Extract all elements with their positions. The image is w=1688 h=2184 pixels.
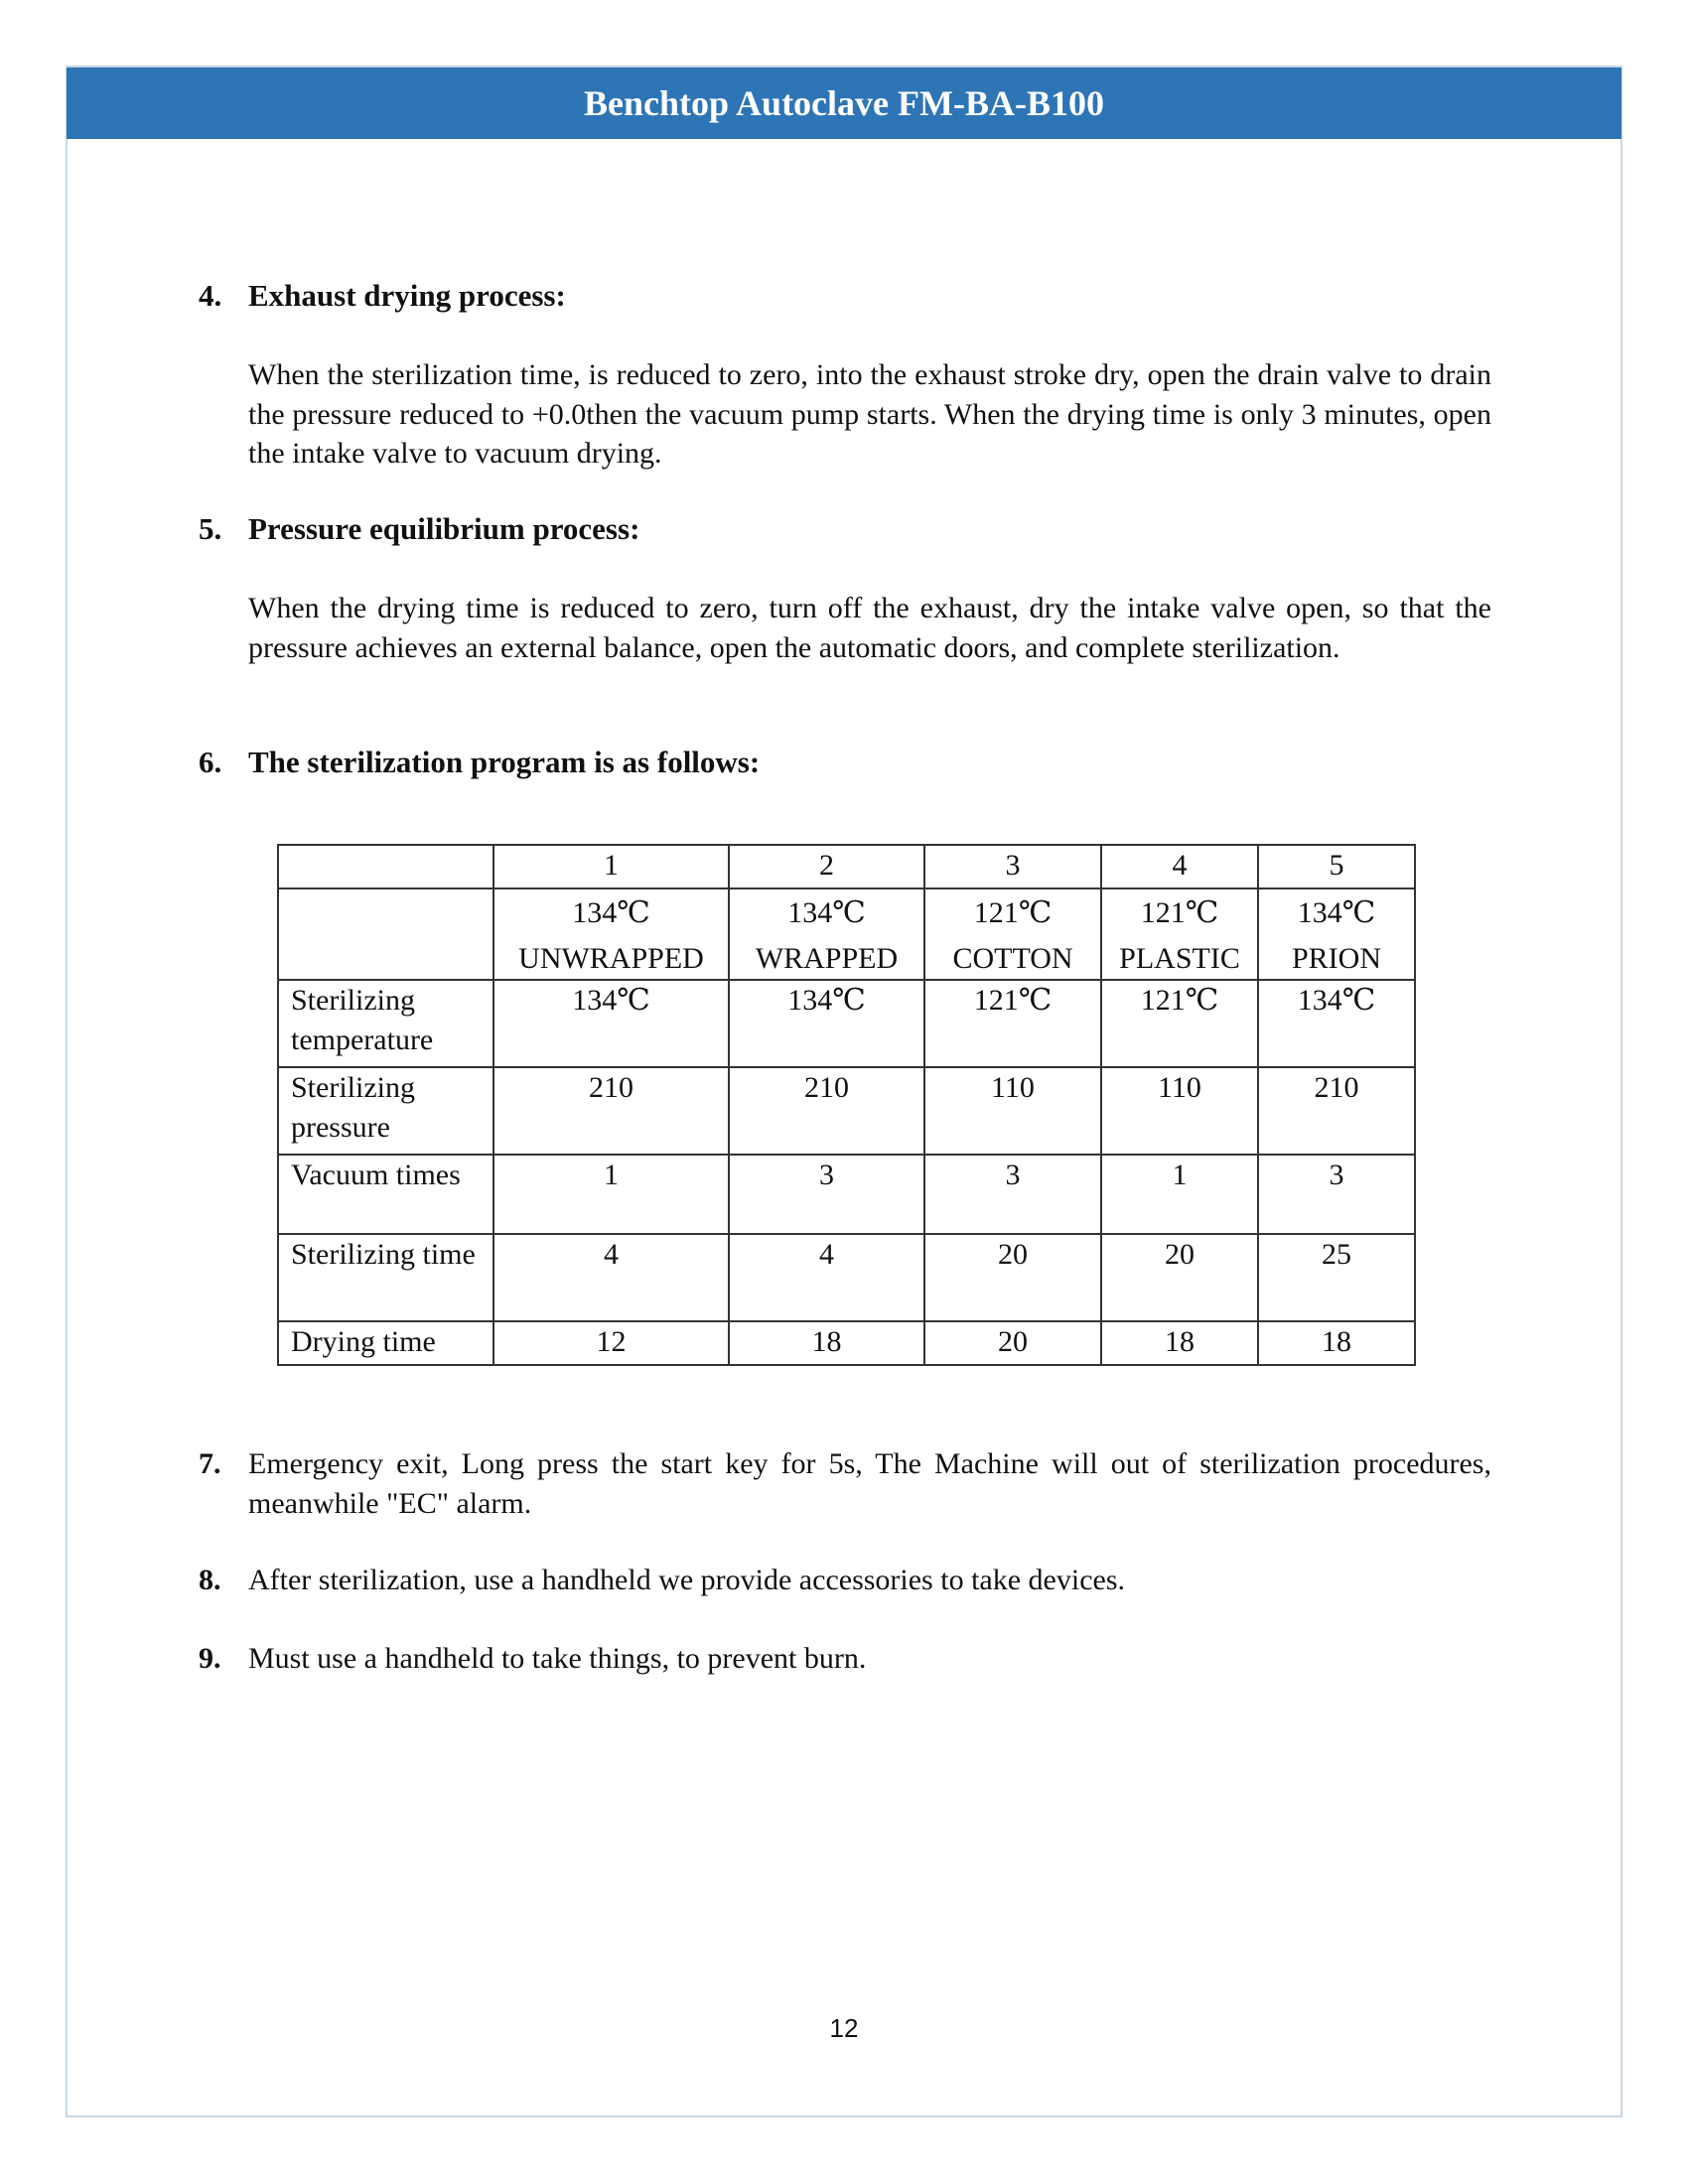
row-label: Sterilizing time	[278, 1234, 493, 1321]
item-number: 9.	[199, 1642, 221, 1675]
section-number: 5.	[199, 511, 222, 546]
table-cell: 12	[493, 1321, 729, 1365]
list-item-8	[199, 1561, 1491, 1600]
program-temp: 134℃	[572, 896, 650, 929]
program-number: 5	[1258, 845, 1415, 888]
table-header-row	[278, 845, 1415, 888]
table-program-row	[278, 888, 1415, 980]
program-cell	[729, 888, 924, 980]
item-number: 8.	[199, 1564, 221, 1596]
row-label: Vacuum times	[278, 1155, 493, 1234]
section-title: Pressure equilibrium process:	[248, 511, 640, 546]
program-cell	[493, 888, 729, 980]
program-cell	[1101, 888, 1258, 980]
table-cell: 18	[1101, 1321, 1258, 1365]
program-name: COTTON	[952, 942, 1073, 975]
program-number: 3	[924, 845, 1101, 888]
table-corner-cell	[278, 845, 493, 888]
program-number: 1	[493, 845, 729, 888]
table-row	[278, 1234, 1415, 1321]
program-name: WRAPPED	[755, 942, 899, 975]
table-cell: 134℃	[493, 980, 729, 1067]
table-cell: 110	[1101, 1067, 1258, 1155]
table-cell: 18	[1258, 1321, 1415, 1365]
table-empty-cell	[278, 888, 493, 980]
item-text: Must use a handheld to take things, to prevent burn.	[248, 1642, 867, 1675]
program-number: 2	[729, 845, 924, 888]
table-cell: 210	[729, 1067, 924, 1155]
section-number: 4.	[199, 278, 222, 313]
program-number: 4	[1101, 845, 1258, 888]
table-cell: 3	[729, 1155, 924, 1234]
table-cell: 121℃	[1101, 980, 1258, 1067]
program-name: UNWRAPPED	[518, 942, 704, 975]
table-cell: 134℃	[729, 980, 924, 1067]
document-header: Benchtop Autoclave FM-BA-B100	[67, 68, 1621, 139]
program-temp: 121℃	[1140, 896, 1219, 929]
table-row	[278, 980, 1415, 1067]
section-title: The sterilization program is as follows:	[248, 745, 761, 779]
program-cell	[1258, 888, 1415, 980]
table-cell: 20	[924, 1234, 1101, 1321]
section-title: Exhaust drying process:	[248, 278, 566, 313]
item-text: After sterilization, use a handheld we provide accessories to take devices.	[248, 1564, 1125, 1596]
table-cell: 20	[924, 1321, 1101, 1365]
table-cell: 110	[924, 1067, 1101, 1155]
program-temp: 134℃	[787, 896, 866, 929]
program-temp: 134℃	[1297, 896, 1376, 929]
table-cell: 20	[1101, 1234, 1258, 1321]
table-row	[278, 1067, 1415, 1155]
table-cell: 3	[924, 1155, 1101, 1234]
program-temp: 121℃	[973, 896, 1053, 929]
item-number: 7.	[199, 1447, 221, 1480]
section-number: 6.	[199, 745, 222, 779]
table-row	[278, 1321, 1415, 1365]
table-cell: 121℃	[924, 980, 1101, 1067]
table-cell: 210	[493, 1067, 729, 1155]
row-label: Sterilizing temperature	[278, 980, 493, 1067]
section-5-body: When the drying time is reduced to zero, turn off the exhaust, dry the intake valve open, so that the pressure achieves an external balance, open the automatic doors, and complete sterilization.	[248, 592, 1491, 664]
table-cell: 4	[729, 1234, 924, 1321]
table-cell: 3	[1258, 1155, 1415, 1234]
section-4-body: When the sterilization time, is reduced to zero, into the exhaust stroke dry, open the drain valve to drain the pressure reduced to +0.0then the vacuum pump starts. When the drying time is only 3 minutes, open the intake valve to vacuum drying.	[248, 358, 1491, 470]
table-cell: 1	[1101, 1155, 1258, 1234]
program-cell	[924, 888, 1101, 980]
item-text: Emergency exit, Long press the start key for 5s, The Machine will out of sterilization procedures, meanwhile "EC" alarm.	[248, 1447, 1491, 1520]
table-row	[278, 1155, 1415, 1234]
table-cell: 134℃	[1258, 980, 1415, 1067]
program-name: PRION	[1291, 942, 1381, 975]
row-label: Drying time	[278, 1321, 493, 1365]
table-cell: 25	[1258, 1234, 1415, 1321]
table-cell: 210	[1258, 1067, 1415, 1155]
table-cell: 1	[493, 1155, 729, 1234]
page-number: 12	[829, 2013, 859, 2043]
program-name: PLASTIC	[1119, 942, 1240, 975]
table-cell: 18	[729, 1321, 924, 1365]
sterilization-program-table	[277, 844, 1416, 1366]
table-cell: 4	[493, 1234, 729, 1321]
list-item-9	[199, 1639, 1491, 1679]
row-label: Sterilizing pressure	[278, 1067, 493, 1155]
list-item-7	[199, 1444, 1491, 1523]
